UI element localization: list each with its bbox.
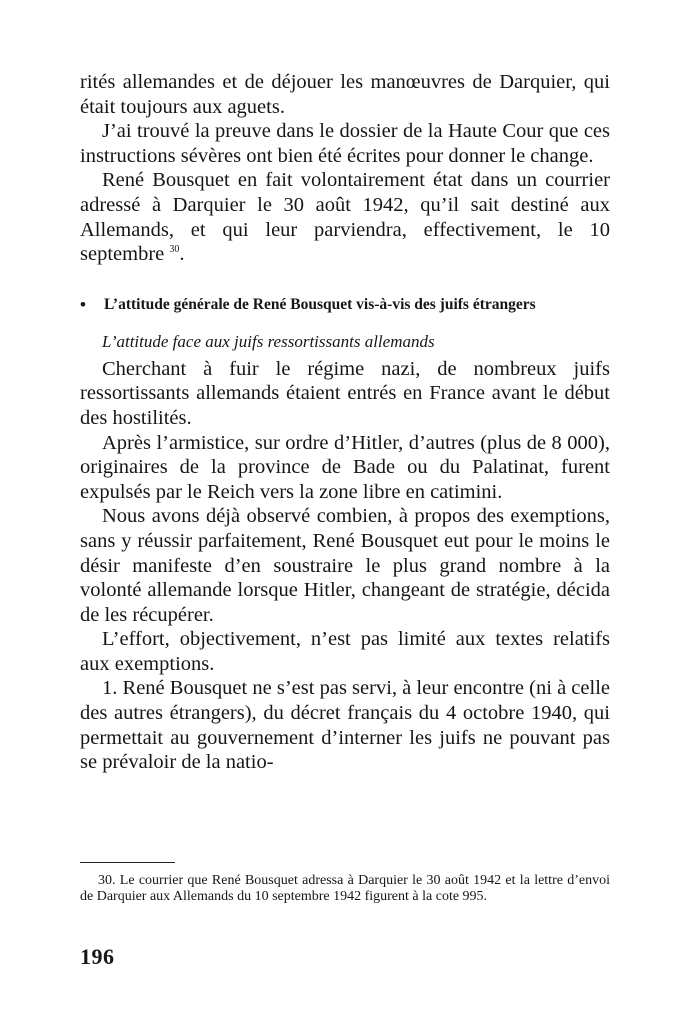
paragraph-courrier-end: . [179,243,185,266]
footnote: 30. Le courrier que René Bousquet adressa à Darquier le 30 août 1942 et la lettre d’envoi de Darquier aux Allemands du 10 septembre 1942 figurent à la cote 995. [80,873,610,904]
paragraph-fuir: Cherchant à fuir le régime nazi, de nombreux juifs ressortissants allemands étaient entrés en France avant le début des hostilités. [80,357,610,429]
paragraph-effort: L’effort, objectivement, n’est pas limité aux textes relatifs aux exemptions. [80,628,610,675]
paragraph-continuation: rités allemandes et de déjouer les manœuvres de Darquier, qui était toujours aux aguets. [80,71,610,118]
paragraph-exemptions: Nous avons déjà observé combien, à propos des exemptions, sans y réussir parfaitement, René Bousquet eut pour le moins le désir manifeste d’en soustraire le plus grand nombre à la volonté allemande lorsque Hitler, changeant de stratégie, décida de les récupérer. [80,505,610,626]
paragraph-evidence: J’ai trouvé la preuve dans le dossier de la Haute Cour que ces instructions sévères ont bien été écrites pour donner le change. [80,120,610,167]
bullet-icon: • [80,294,86,314]
section-heading [80,295,610,315]
footnote-divider [80,862,175,863]
paragraph-courrier [80,168,610,266]
paragraph-decret: 1. René Bousquet ne s’est pas servi, à leur encontre (ni à celle des autres étrangers), du décret français du 4 octobre 1940, qui permettait au gouvernement d’interner les juifs ne pouvant pas se prévaloir de la natio- [80,677,610,774]
page-body [80,70,610,775]
page-number: 196 [80,944,115,969]
paragraph-courrier-text: René Bousquet en fait volontairement état dans un courrier adressé à Darquier le 30 août 1942, qu’il sait destiné aux Allemands, et qui leur parviendra, effectivement, le 10 septembre [80,169,610,266]
section-heading-text: L’attitude générale de René Bousquet vis-à-vis des juifs étrangers [104,295,536,313]
paragraph-armistice: Après l’armistice, sur ordre d’Hitler, d’autres (plus de 8 000), originaires de la province de Bade ou du Palatinat, furent expulsés par le Reich vers la zone libre en catimini. [80,431,610,503]
subheading: L’attitude face aux juifs ressortissants allemands [102,331,435,351]
footnote-reference[interactable]: 30 [169,244,180,256]
